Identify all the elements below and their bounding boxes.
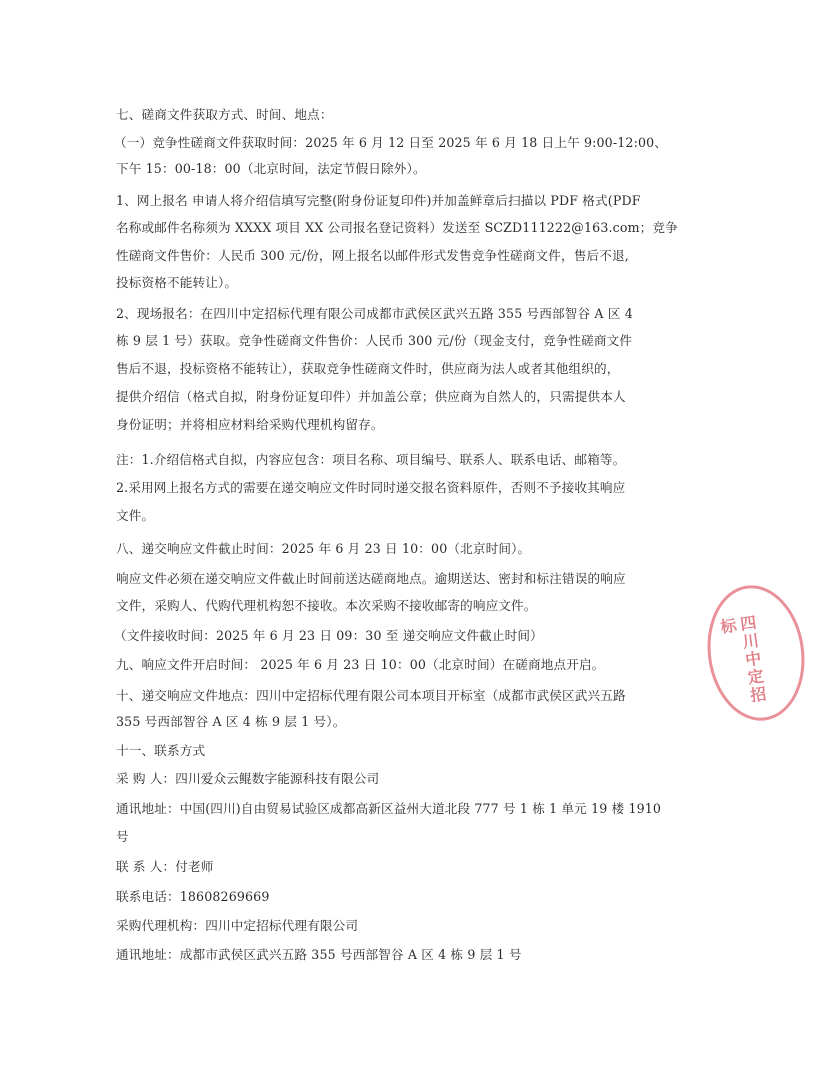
phone-line: 联系电话：18608269669 xyxy=(116,889,270,904)
text-line: 355 号西部智谷 A 区 4 栋 9 层 1 号）。 xyxy=(116,714,346,729)
section-8-heading: 八、递交响应文件截止时间：2025 年 6 月 23 日 10：00（北京时间）。 xyxy=(116,541,531,556)
section-11-heading: 十一、联系方式 xyxy=(116,743,206,758)
note-line: 文件。 xyxy=(116,508,155,523)
text-line: 下午 15：00-18：00（北京时间，法定节假日除外）。 xyxy=(116,161,426,176)
text-line: 栋 9 层 1 号）获取。竞争性磋商文件售价：人民币 300 元/份（现金支付，竞争性磋商文件 xyxy=(116,333,633,348)
text-line: 响应文件必须在递交响应文件截止时间前送达磋商地点。逾期送达、密封和标注错误的响应 xyxy=(116,571,626,586)
section-10-heading: 十、递交响应文件地点：四川中定招标代理有限公司本项目开标室（成都市武侯区武兴五路 xyxy=(116,688,626,703)
section-9-heading: 九、响应文件开启时间： 2025 年 6 月 23 日 10：00（北京时间）在磋商地点开启。 xyxy=(116,657,605,672)
text-line: 2、现场报名：在四川中定招标代理有限公司成都市武侯区武兴五路 355 号西部智谷 A 区 4 xyxy=(116,306,633,321)
text-line: 身份证明；并将相应材料给采购代理机构留存。 xyxy=(116,417,384,432)
purchaser-line: 采 购 人：四川爱众云鲲数字能源科技有限公司 xyxy=(116,771,380,786)
note-line: 2.采用网上报名方式的需要在递交响应文件时同时递交报名资料原件，否则不予接收其响应 xyxy=(116,480,626,495)
text-line: （文件接收时间：2025 年 6 月 23 日 09：30 至 递交响应文件截止时间） xyxy=(114,628,543,643)
text-line: 售后不退，投标资格不能转让），获取竞争性磋商文件时，供应商为法人或者其他组织的， xyxy=(116,361,620,376)
address-line: 通讯地址：中国(四川)自由贸易试验区成都高新区益州大道北段 777 号 1 栋 1 单元 19 楼 1910 xyxy=(116,801,662,816)
text-line: 投标资格不能转让）。 xyxy=(116,275,238,290)
company-seal-stamp xyxy=(699,579,813,727)
text-line: 1、网上报名 申请人将介绍信填写完整(附身份证复印件)并加盖鲜章后扫描以 PDF 格式(PDF xyxy=(116,193,641,208)
stamp-text: 四川中定招标 xyxy=(716,613,769,706)
text-line: 提供介绍信（格式自拟，附身份证复印件）并加盖公章；供应商为自然人的，只需提供本人 xyxy=(116,389,626,404)
note-line: 注：1.介绍信格式自拟，内容应包含：项目名称、项目编号、联系人、联系电话、邮箱等。 xyxy=(116,452,626,467)
address-line: 号 xyxy=(116,829,129,844)
text-line: 性磋商文件售价：人民币 300 元/份，网上报名以邮件形式发售竞争性磋商文件，售后不退, xyxy=(116,248,629,263)
section-7-heading: 七、磋商文件获取方式、时间、地点： xyxy=(116,107,333,122)
contact-line: 联 系 人：付老师 xyxy=(116,859,214,874)
text-line: （一）竞争性磋商文件获取时间：2025 年 6 月 12 日至 2025 年 6 月 18 日上午 9:00-12:00、 xyxy=(114,135,668,150)
agency-address-line: 通讯地址：成都市武侯区武兴五路 355 号西部智谷 A 区 4 栋 9 层 1 号 xyxy=(116,947,522,962)
text-line: 文件，采购人、代购代理机构恕不接收。本次采购不接收邮寄的响应文件。 xyxy=(116,598,537,613)
text-line: 名称或邮件名称须为 XXXX 项目 XX 公司报名登记资料）发送至 SCZD111222@163.com；竞争 xyxy=(116,220,678,235)
agency-line: 采购代理机构：四川中定招标代理有限公司 xyxy=(116,918,359,933)
